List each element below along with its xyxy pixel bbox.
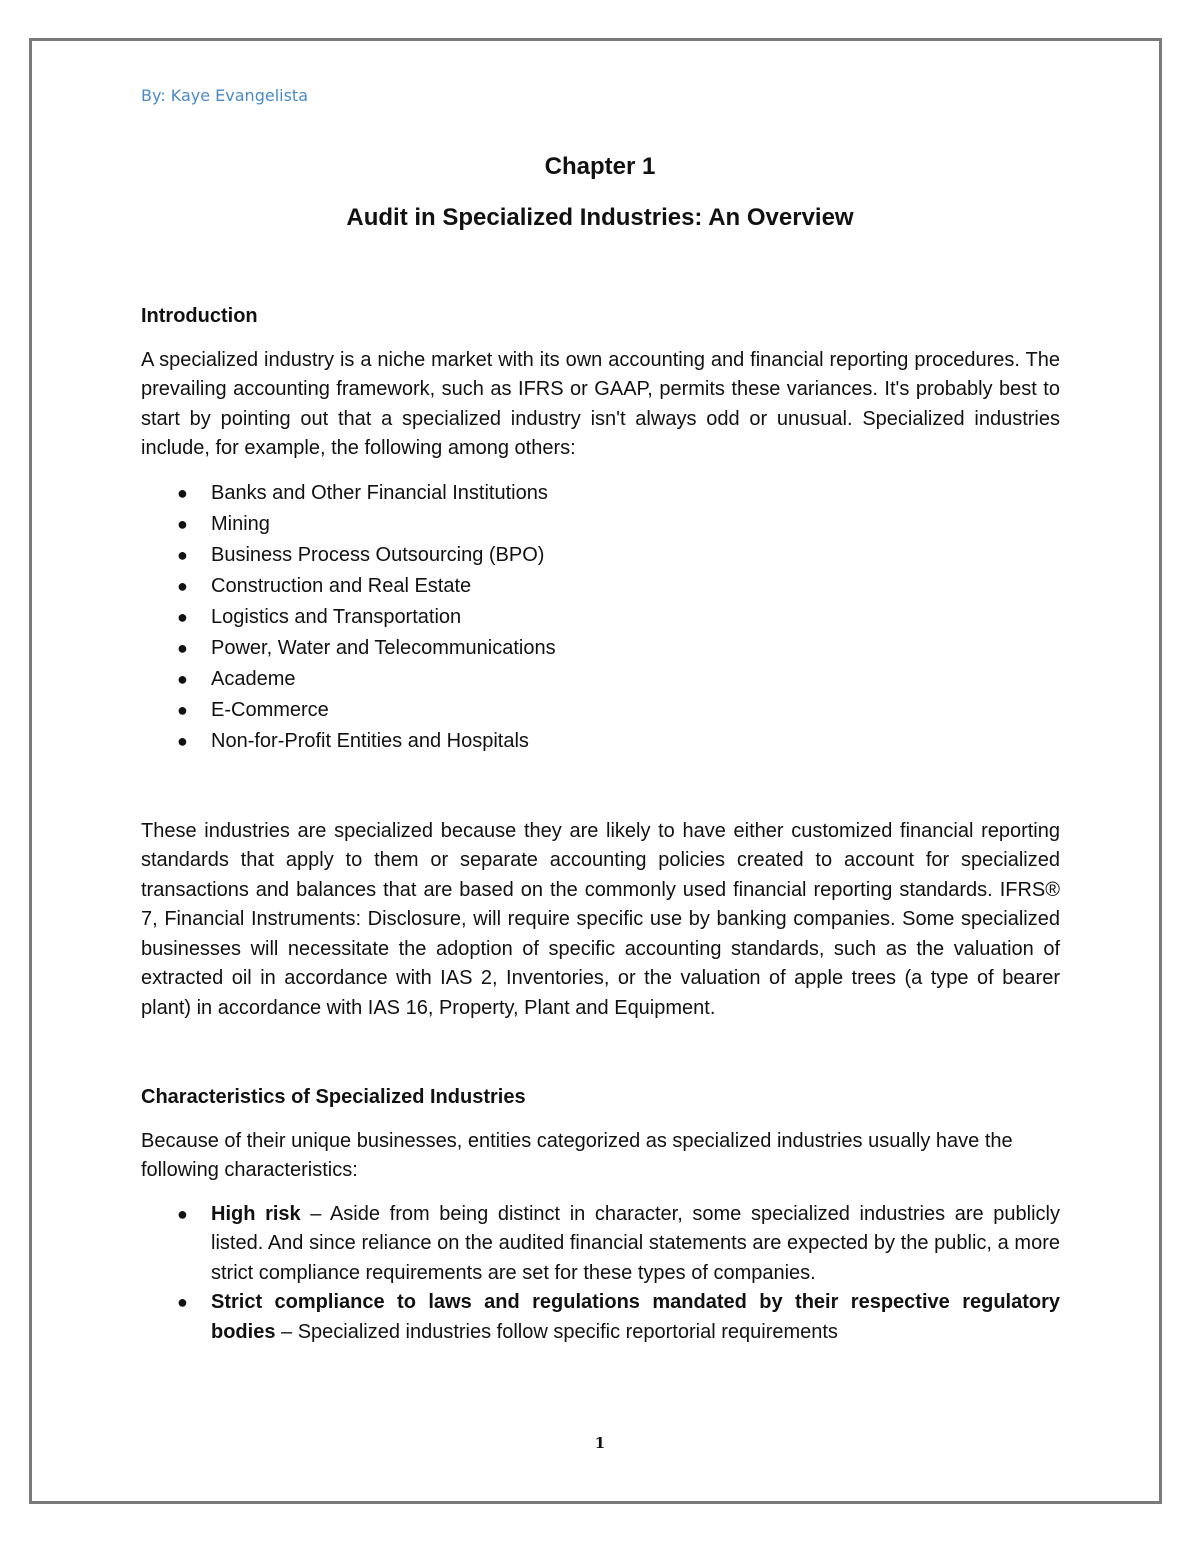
page-number: 1: [594, 1434, 606, 1452]
characteristic-text: – Aside from being distinct in character, some specialized industries are publicly listed. And since reliance on the audited financial statements are expected by the public, a more strict compliance requirements are set for these types of companies.: [211, 1202, 1061, 1284]
list-item: ● Mining: [141, 509, 1060, 540]
characteristic-term: High risk: [211, 1202, 301, 1225]
list-item: ● Logistics and Transportation: [141, 602, 1060, 633]
bullet-icon: ●: [177, 730, 188, 751]
bullet-icon: ●: [177, 544, 188, 565]
list-item: [141, 1288, 1060, 1347]
bullet-icon: ●: [177, 699, 188, 720]
bullet-icon: ●: [177, 575, 188, 596]
bullet-icon: ●: [177, 637, 188, 658]
characteristic-text: – Specialized industries follow specific reportorial requirements: [275, 1320, 838, 1343]
bullet-icon: ●: [177, 482, 188, 503]
list-item: ● Banks and Other Financial Institutions: [141, 478, 1060, 509]
list-item: [141, 1200, 1060, 1289]
list-item: ● Academe: [141, 664, 1060, 695]
chapter-number: Chapter 1: [544, 153, 656, 180]
author-line: By: Kaye Evangelista: [141, 86, 308, 105]
specialization-paragraph: These industries are specialized because they are likely to have either customized financial reporting standards that apply to them or separate accounting policies created to account for specialized transactions and balances that are based on the commonly used financial reporting standards. IFRS® 7, Financial Instruments: Disclosure, will require specific use by banking companies. Some specialized businesses will necessitate the adoption of specific accounting standards, such as the valuation of extracted oil in accordance with IAS 2, Inventories, or the valuation of apple trees (a type of bearer plant) in accordance with IAS 16, Property, Plant and Equipment.: [141, 819, 1060, 1019]
list-item: ● E-Commerce: [141, 695, 1060, 726]
list-item: ● Business Process Outsourcing (BPO): [141, 540, 1060, 571]
introduction-paragraph: A specialized industry is a niche market with its own accounting and financial reporting procedures. The prevailing accounting framework, such as IFRS or GAAP, permits these variances. It's probably best to start by pointing out that a specialized industry isn't always odd or unusual. Specialized industries include, for example, the following among others:: [141, 348, 1060, 459]
bullet-icon: ●: [177, 1292, 188, 1312]
bullet-icon: ●: [177, 606, 188, 627]
introduction-heading: Introduction: [141, 305, 258, 327]
document-body: [141, 302, 1060, 1347]
list-item: ● Power, Water and Telecommunications: [141, 633, 1060, 664]
characteristic-term: Strict compliance to laws and regulations mandated by their respective regulatory bodies: [211, 1291, 1060, 1343]
characteristics-list: [141, 1200, 1060, 1348]
bullet-icon: ●: [177, 668, 188, 689]
chapter-title: Audit in Specialized Industries: An Overview: [346, 204, 854, 231]
characteristics-heading: Characteristics of Specialized Industries: [141, 1086, 526, 1108]
list-item: ● Non-for-Profit Entities and Hospitals: [141, 726, 1060, 757]
industry-list: [141, 478, 1060, 757]
bullet-icon: ●: [177, 1203, 188, 1224]
bullet-icon: ●: [177, 513, 188, 534]
list-item: ● Construction and Real Estate: [141, 571, 1060, 602]
characteristics-paragraph: Because of their unique businesses, entities categorized as specialized industries usually have the following characteristics:: [141, 1129, 1013, 1181]
